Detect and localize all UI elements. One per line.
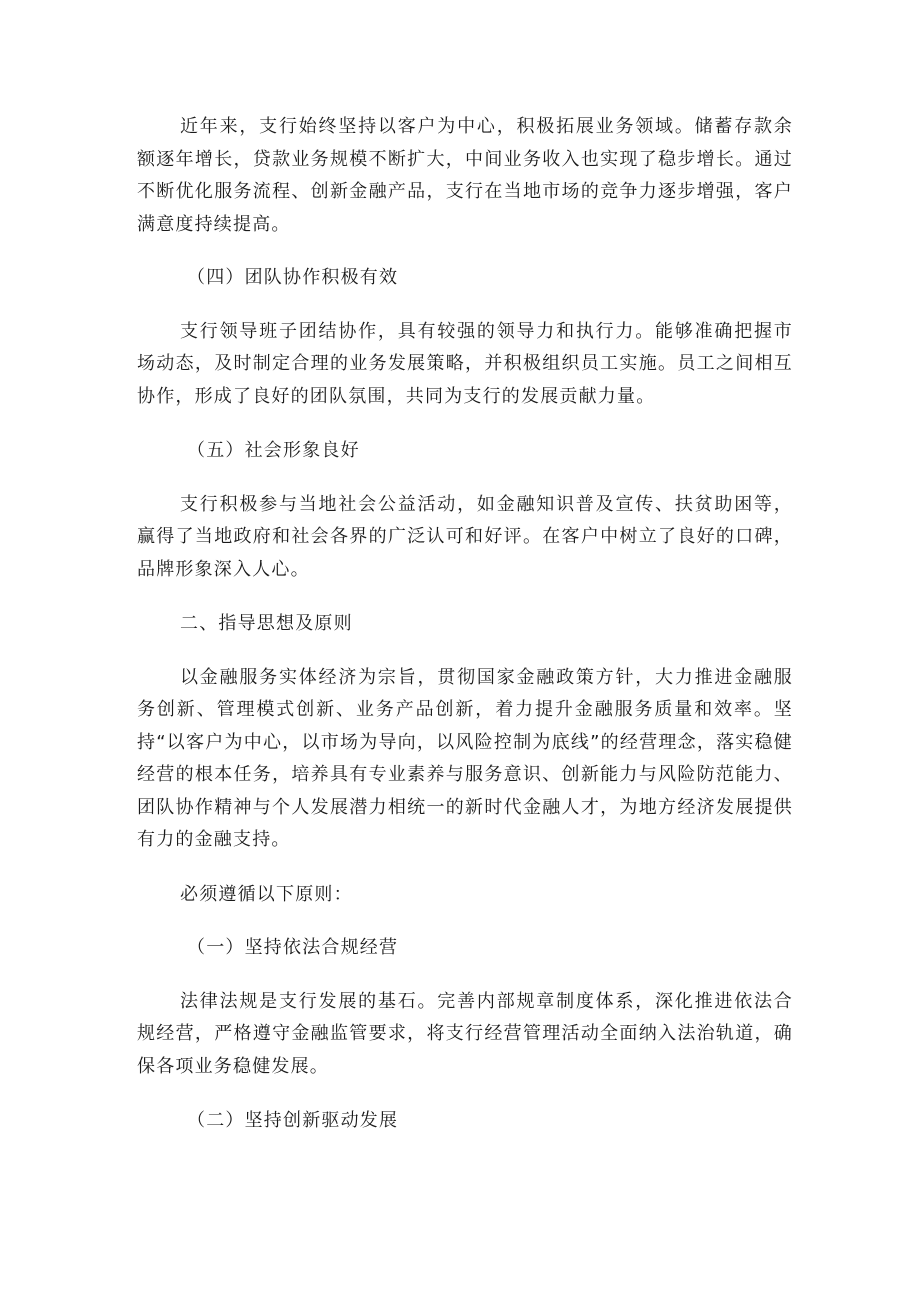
paragraph-guiding-ideology: 以金融服务实体经济为宗旨，贯彻国家金融政策方针，大力推进金融服务创新、管理模式创新、业务产品创新，着力提升金融服务质量和效率。坚持“以客户为中心，以市场为导向，以风险控制为底线”的经营理念，落实稳健经营的根本任务，培养具有专业素养与服务意识、创新能力与风险防范能力、团队协作精神与个人发展潜力相统一的新时代金融人才，为地方经济发展提供有力的金融支持。 bbox=[137, 666, 793, 850]
paragraph-team-collaboration: 支行领导班子团结协作，具有较强的领导力和执行力。能够准确把握市场动态，及时制定合理的业务发展策略，并积极组织员工实施。员工之间相互协作，形成了良好的团队氛围，共同为支行的发展贡献力量。 bbox=[137, 320, 793, 407]
paragraph-social-image: 支行积极参与当地社会公益活动，如金融知识普及宣传、扶贫助困等，赢得了当地政府和社会各界的广泛认可和好评。在客户中树立了良好的口碑，品牌形象深入人心。 bbox=[137, 493, 793, 580]
spacer bbox=[137, 965, 793, 986]
spacer bbox=[137, 641, 793, 662]
subheading-team-collaboration: （四）团队协作积极有效 bbox=[187, 267, 399, 288]
document-body bbox=[137, 111, 793, 1138]
spacer bbox=[137, 857, 793, 879]
paragraph-business-growth: 近年来，支行始终坚持以客户为中心，积极拓展业务领域。储蓄存款余额逐年增长，贷款业务规模不断扩大，中间业务收入也实现了稳步增长。通过不断优化服务流程、创新金融产品，支行在当地市场的竞争力逐步增强，客户满意度持续提高。 bbox=[137, 116, 793, 235]
subheading-legal-compliance: （一）坚持依法合规经营 bbox=[187, 937, 399, 958]
spacer bbox=[137, 1083, 793, 1105]
heading-principles-intro: 必须遵循以下原则： bbox=[180, 883, 353, 905]
spacer bbox=[137, 468, 793, 489]
spacer bbox=[137, 586, 793, 608]
heading-guiding-principles: 二、指导思想及原则 bbox=[180, 613, 353, 634]
spacer bbox=[137, 241, 793, 262]
subheading-innovation-driven: （二）坚持创新驱动发展 bbox=[187, 1110, 399, 1131]
spacer bbox=[137, 413, 793, 435]
spacer bbox=[137, 295, 793, 316]
spacer bbox=[137, 911, 793, 932]
paragraph-legal-compliance: 法律法规是支行发展的基石。完善内部规章制度体系，深化推进依法合规经营，严格遵守金融监管要求，将支行经营管理活动全面纳入法治轨道，确保各项业务稳健发展。 bbox=[137, 990, 793, 1077]
subheading-social-image: （五）社会形象良好 bbox=[187, 440, 360, 461]
